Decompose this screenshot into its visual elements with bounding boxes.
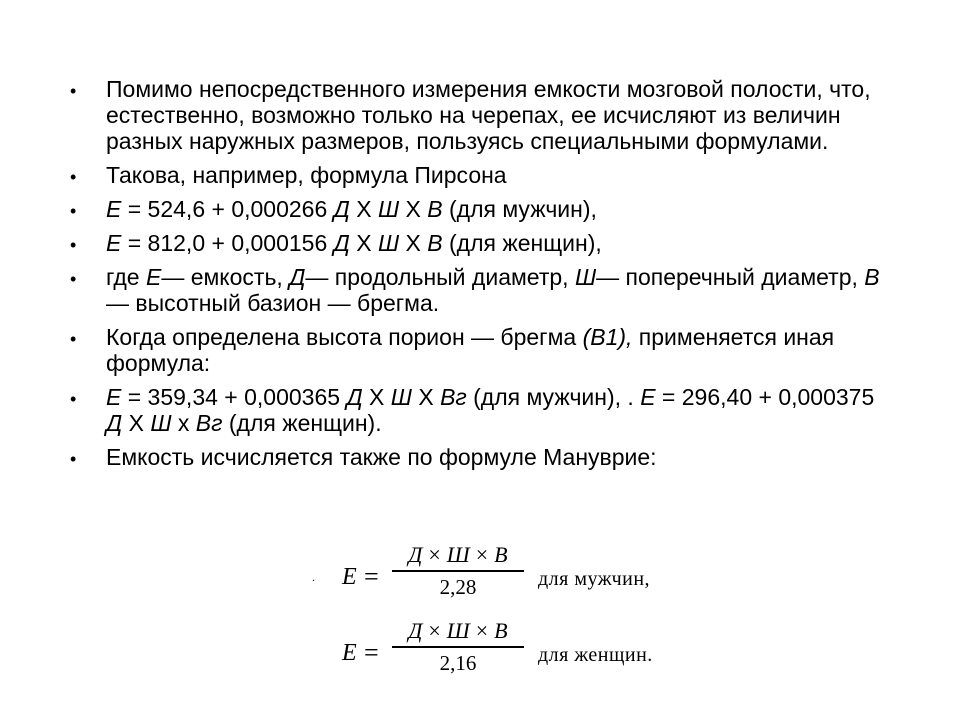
- numerator: [388, 540, 528, 570]
- bullet-text: Е: [106, 196, 122, 222]
- times-sign: ×: [475, 618, 489, 643]
- bullet-text: (для мужчин), .: [466, 384, 641, 410]
- bullet-item: [66, 444, 896, 470]
- bullet-text: Е: [145, 264, 162, 290]
- times-sign: ×: [428, 618, 441, 643]
- formula-note: для мужчин,: [538, 568, 651, 590]
- bullet-text: Помимо непосредственного измерения емкости мозговой полости, что, естественно, возможно только на черепах, ее исчисляют из величин разных наружных размеров, пользуясь специальными формулами.: [106, 76, 871, 154]
- bullet-text: — высотный базион — брегма.: [106, 290, 440, 316]
- bullet-item: [66, 384, 896, 436]
- bullet-text: х: [171, 410, 196, 436]
- bullet-text: В: [427, 196, 443, 222]
- formula-equals: =: [364, 638, 379, 667]
- bullet-text: (для женщин).: [222, 410, 382, 436]
- bullet-text: Е: [106, 230, 122, 256]
- bullet-text: X: [349, 230, 378, 256]
- formula-men: [300, 540, 740, 610]
- bullet-list: [66, 76, 896, 478]
- bullet-text: X: [399, 196, 428, 222]
- var-v: В: [494, 618, 508, 643]
- bullet-text: Вг: [440, 384, 467, 410]
- bullet-dot-icon: •: [70, 449, 77, 469]
- bullet-dot-icon: •: [70, 81, 77, 101]
- bullet-item: [66, 196, 896, 222]
- denominator: 2,28: [439, 574, 477, 599]
- bullet-text: Ш: [390, 384, 412, 410]
- bullet-dot-icon: •: [70, 235, 77, 255]
- bullet-text: Д: [333, 196, 350, 222]
- bullet-text: — поперечный диаметр,: [596, 264, 865, 290]
- bullet-text: Ш: [150, 410, 172, 436]
- bullet-text: Емкость исчисляется также по формуле Мануврие:: [106, 444, 657, 470]
- bullet-text: Е: [106, 384, 122, 410]
- bullet-text: Вг: [195, 410, 223, 436]
- bullet-text: (для мужчин),: [442, 196, 597, 222]
- bullet-text: = 296,40 + 0,000375: [655, 384, 875, 410]
- bullet-text: (для женщин),: [442, 230, 602, 256]
- formula-note: для женщин.: [538, 644, 653, 666]
- bullet-text: Такова, например, формула Пирсона: [106, 162, 507, 188]
- bullet-text: — продольный диаметр,: [305, 264, 575, 290]
- formula-equals: =: [364, 562, 379, 591]
- bullet-text: X: [122, 410, 151, 436]
- bullet-text: Д: [106, 410, 123, 436]
- bullet-text: X: [362, 384, 391, 410]
- formula-lhs: E: [342, 564, 357, 590]
- bullet-text: В: [427, 230, 443, 256]
- bullet-item: [66, 76, 896, 154]
- bullet-text: В: [864, 264, 880, 290]
- bullet-text: где: [106, 264, 146, 290]
- numerator: [388, 616, 528, 646]
- bullet-text: (В1),: [582, 324, 633, 350]
- bullet-dot-icon: •: [70, 167, 77, 187]
- bullet-dot-icon: •: [70, 329, 77, 349]
- bullet-item: [66, 264, 896, 316]
- bullet-item: [66, 324, 896, 376]
- bullet-text: = 812,0 + 0,000156: [121, 230, 334, 256]
- fraction: [388, 540, 528, 602]
- formula-women: [300, 616, 740, 686]
- bullet-dot-icon: •: [70, 269, 77, 289]
- bullet-dot-icon: •: [70, 201, 77, 221]
- stray-mark: .: [312, 570, 315, 584]
- bullet-dot-icon: •: [70, 389, 77, 409]
- fraction: [388, 616, 528, 678]
- times-sign: ×: [428, 542, 441, 567]
- bullet-text: — емкость,: [161, 264, 290, 290]
- var-sh: Ш: [446, 542, 470, 567]
- bullet-text: = 524,6 + 0,000266: [121, 196, 334, 222]
- bullet-text: Д: [346, 384, 363, 410]
- bullet-text: Ш: [377, 196, 400, 222]
- bullet-text: применяется иная формула:: [106, 324, 835, 376]
- bullet-text: X: [349, 196, 378, 222]
- bullet-text: X: [411, 384, 441, 410]
- manouvrier-formulas: [300, 540, 740, 690]
- bullet-text: = 359,34 + 0,000365: [121, 384, 347, 410]
- bullet-text: Д: [289, 264, 306, 290]
- bullet-text: Е: [640, 384, 656, 410]
- var-d: Д: [408, 542, 423, 567]
- var-sh: Ш: [446, 618, 470, 643]
- bullet-text: Ш: [574, 264, 597, 290]
- var-v: В: [494, 542, 508, 567]
- bullet-text: Д: [333, 230, 350, 256]
- times-sign: ×: [475, 542, 489, 567]
- formula-lhs: E: [342, 640, 357, 666]
- bullet-text: Ш: [377, 230, 400, 256]
- bullet-item: [66, 162, 896, 188]
- denominator: 2,16: [439, 650, 477, 675]
- bullet-text: X: [399, 230, 428, 256]
- bullet-text: Когда определена высота порион — брегма: [106, 324, 583, 350]
- bullet-item: [66, 230, 896, 256]
- var-d: Д: [408, 618, 423, 643]
